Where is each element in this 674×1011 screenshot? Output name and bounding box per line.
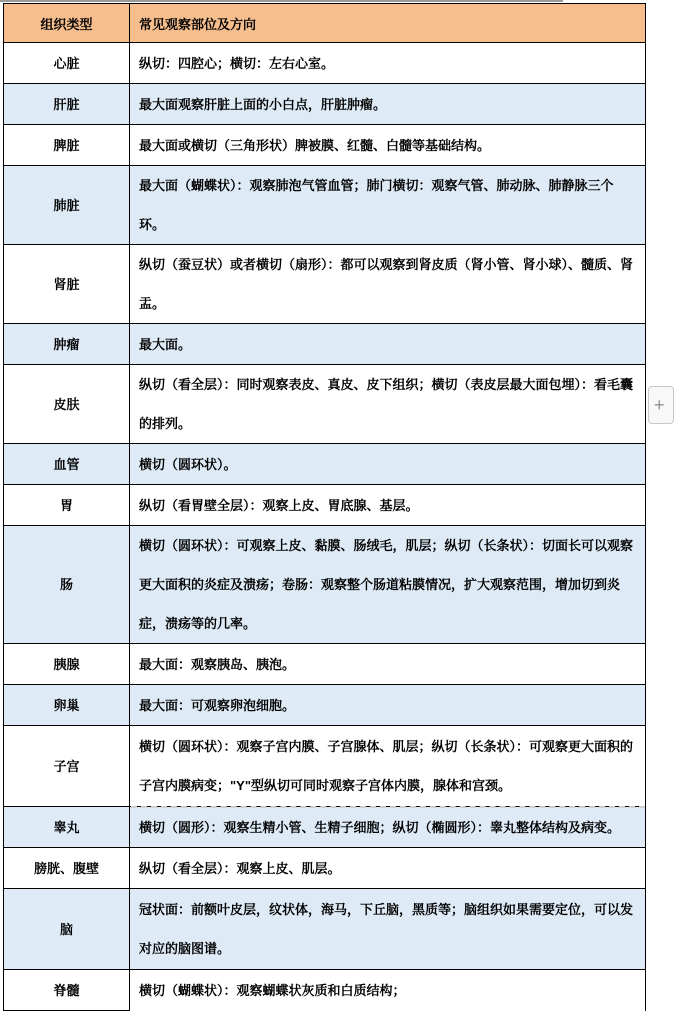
table-row — [4, 84, 646, 125]
observation-desc-cell[interactable]: 纵切（看胃壁全层）：观察上皮、胃底腺、基层。 — [130, 485, 646, 526]
observation-desc-cell[interactable]: 最大面：可观察卵泡细胞。 — [130, 685, 646, 726]
table-row — [4, 324, 646, 365]
table-row — [4, 685, 646, 726]
observation-desc-cell[interactable]: 纵切（看全层）：同时观察表皮、真皮、皮下组织；横切（表皮层最大面包埋）：看毛囊的排列。 — [130, 365, 646, 444]
tissue-name-cell[interactable]: 血管 — [4, 444, 130, 485]
table-row — [4, 848, 646, 889]
table-row — [4, 245, 646, 324]
observation-desc-cell[interactable]: 最大面：观察胰岛、胰泡。 — [130, 644, 646, 685]
tissue-name-cell[interactable]: 胰腺 — [4, 644, 130, 685]
top-edge-strip — [0, 0, 563, 2]
table-row — [4, 43, 646, 84]
plus-icon: + — [654, 395, 665, 415]
observation-desc-cell[interactable]: 横切（圆形）：观察生精小管、生精子细胞；纵切（椭圆形）：睾丸整体结构及病变。 — [130, 807, 646, 848]
tissue-name-cell[interactable]: 脾脏 — [4, 125, 130, 166]
observation-desc-cell[interactable]: 横切（蝴蝶状）：观察蝴蝶状灰质和白质结构； — [130, 970, 646, 1011]
tissue-name-cell[interactable]: 皮肤 — [4, 365, 130, 444]
tissue-name-cell[interactable]: 卵巢 — [4, 685, 130, 726]
table-row — [4, 970, 646, 1011]
observation-desc-cell[interactable]: 纵切（蚕豆状）或者横切（扇形）：都可以观察到肾皮质（肾小管、肾小球）、髓质、肾盂。 — [130, 245, 646, 324]
table-row — [4, 166, 646, 245]
tissue-name-cell[interactable]: 膀胱、腹壁 — [4, 848, 130, 889]
tissue-name-cell[interactable]: 肝脏 — [4, 84, 130, 125]
table-header-row — [4, 4, 646, 43]
tissue-name-cell[interactable]: 肠 — [4, 526, 130, 644]
table-row — [4, 444, 646, 485]
tissue-name-cell[interactable]: 胃 — [4, 485, 130, 526]
tissue-name-cell[interactable]: 睾丸 — [4, 807, 130, 848]
tissue-name-cell[interactable]: 脊髓 — [4, 970, 130, 1011]
header-cell-tissue-type[interactable]: 组织类型 — [4, 4, 130, 43]
tissue-name-cell[interactable]: 肺脏 — [4, 166, 130, 245]
header-cell-observation[interactable]: 常见观察部位及方向 — [130, 4, 646, 43]
table-row — [4, 365, 646, 444]
observation-desc-cell[interactable]: 最大面（蝴蝶状）：观察肺泡气管血管；肺门横切：观察气管、肺动脉、肺静脉三个环。 — [130, 166, 646, 245]
table-row — [4, 644, 646, 685]
page-break-dashed-line — [131, 806, 645, 808]
observation-desc-cell[interactable]: 最大面观察肝脏上面的小白点，肝脏肿瘤。 — [130, 84, 646, 125]
observation-desc-cell[interactable]: 纵切：四腔心；横切：左右心室。 — [130, 43, 646, 84]
observation-desc-cell[interactable]: 最大面或横切（三角形状）脾被膜、红髓、白髓等基础结构。 — [130, 125, 646, 166]
table-row — [4, 485, 646, 526]
observation-desc-cell[interactable]: 纵切（看全层）：观察上皮、肌层。 — [130, 848, 646, 889]
observation-desc-cell[interactable]: 冠状面：前额叶皮层，纹状体，海马，下丘脑，黑质等；脑组织如果需要定位，可以发对应的脑图谱。 — [130, 889, 646, 970]
tissue-name-cell[interactable]: 心脏 — [4, 43, 130, 84]
table-row — [4, 125, 646, 166]
observation-desc-cell[interactable]: 最大面。 — [130, 324, 646, 365]
observation-desc-cell[interactable]: 横切（圆环状）：可观察上皮、黏膜、肠绒毛，肌层；纵切（长条状）：切面长可以观察更大面积的炎症及溃疡；卷肠：观察整个肠道粘膜情况，扩大观察范围，增加切到炎症，溃疡等的几率。 — [130, 526, 646, 644]
observation-desc-cell[interactable]: 横切（圆环状）。 — [130, 444, 646, 485]
table-row — [4, 526, 646, 644]
tissue-name-cell[interactable]: 肾脏 — [4, 245, 130, 324]
tissue-observation-table — [3, 3, 646, 1011]
tissue-name-cell[interactable]: 脑 — [4, 889, 130, 970]
tissue-name-cell[interactable]: 子宫 — [4, 726, 130, 807]
table-row — [4, 807, 646, 848]
table-row — [4, 889, 646, 970]
add-button[interactable] — [648, 386, 674, 424]
observation-desc-cell[interactable]: 横切（圆环状）：观察子宫内膜、子宫腺体、肌层；纵切（长条状）：可观察更大面积的子宫内膜病变；"Y"型纵切可同时观察子宫体内膜，腺体和宫颈。 — [130, 726, 646, 807]
table-row — [4, 726, 646, 807]
tissue-name-cell[interactable]: 肿瘤 — [4, 324, 130, 365]
